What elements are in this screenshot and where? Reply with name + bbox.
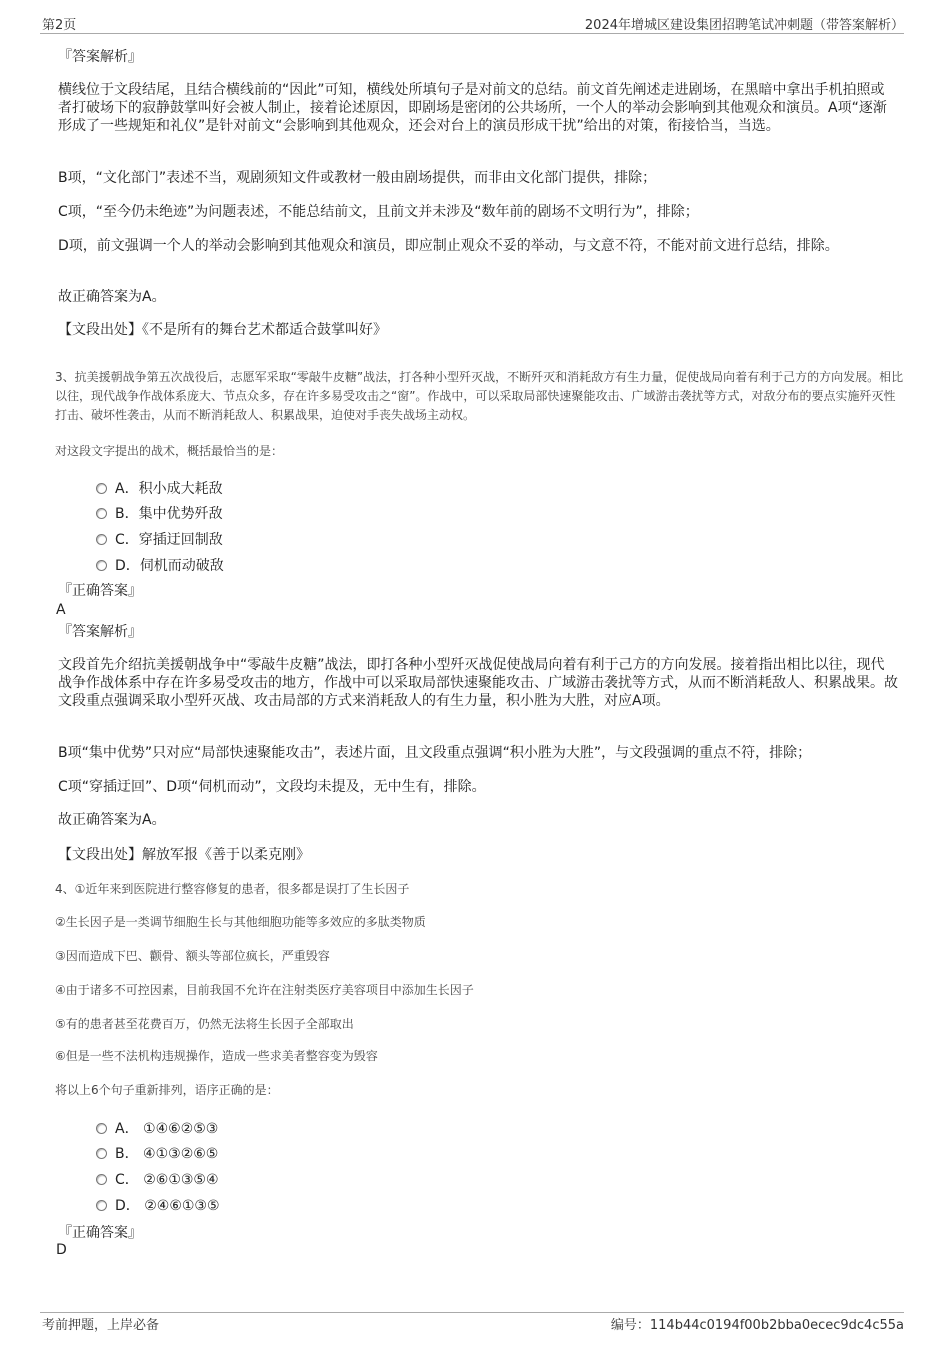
option-d[interactable] [96,555,224,575]
sentence-4: ④由于诸多不可控因素，目前我国不允许在注射类医疗美容项目中添加生长因子 [55,983,474,997]
footer-divider [40,1312,904,1313]
option-b[interactable] [96,1143,218,1163]
option-b-analysis: B项“集中优势”只对应“局部快速聚能攻击”，表述片面，且文段重点强调“积小胜为大胜”，与文段强调的重点不符，排除； [58,745,812,761]
radio-icon[interactable] [96,1148,107,1159]
option-c[interactable] [96,529,223,549]
analysis-label: 『答案解析』 [58,49,142,65]
option-cd-analysis: C项“穿插迂回”、D项“伺机而动”，文段均未提及，无中生有，排除。 [58,779,486,795]
option-label: B． ④①③②⑥⑤ [115,1146,219,1162]
header-divider [40,33,904,34]
conclusion: 故正确答案为A。 [58,812,166,828]
answer: D [56,1242,67,1258]
option-label: A． ①④⑥②⑤③ [115,1121,219,1137]
option-d-analysis: D项，前文强调一个人的举动会影响到其他观众和演员，即应制止观众不妥的举动，与文意不符，不能对前文进行总结，排除。 [58,238,839,254]
source: 【文段出处】解放军报《善于以柔克刚》 [58,847,310,863]
option-label: C．穿插迂回制敌 [115,532,223,548]
source: 【文段出处】《不是所有的舞台艺术都适合鼓掌叫好》 [58,322,387,338]
footer-slogan: 考前押题，上岸必备 [42,1318,160,1333]
sentence-5: ⑤有的患者甚至花费百万，仍然无法将生长因子全部取出 [55,1017,354,1031]
sentence-1: 4、①近年来到医院进行整容修复的患者，很多都是误打了生长因子 [55,882,410,896]
sentence-6: ⑥但是一些不法机构违规操作，造成一些求美者整容变为毁容 [55,1049,378,1063]
radio-icon[interactable] [96,534,107,545]
conclusion: 故正确答案为A。 [58,289,166,305]
option-a[interactable] [96,1118,218,1138]
page-number: 第2页 [42,18,77,33]
radio-icon[interactable] [96,560,107,571]
answer-label: 『正确答案』 [58,1225,142,1241]
answer-label: 『正确答案』 [58,583,142,599]
radio-icon[interactable] [96,1174,107,1185]
radio-icon[interactable] [96,508,107,519]
document-id: 编号：114b44c0194f00b2bba0ecec9dc4c55a [610,1318,904,1333]
option-label: D．伺机而动破敌 [115,558,224,574]
option-b-analysis: B项，“文化部门”表述不当，观剧须知文件或教材一般由剧场提供，而非由文化部门提供，排除； [58,170,657,186]
option-label: B．集中优势歼敌 [115,506,223,522]
radio-icon[interactable] [96,1200,107,1211]
analysis-text: 文段首先介绍抗美援朝战争中“零敲牛皮糖”战法，即打各种小型歼灭战促使战局向着有利于己方的方向发展。接着指出相比以往，现代战争作战体系中存在许多易受攻击的地方，作战中可以采取局部快速聚能攻击、广域游击袭扰等方式，从而不断消耗敌人、积累战果。故文段重点强调采取小型歼灭战、攻击局部的方式来消耗敌人的有生力量，积小胜为大胜，对应A项。 [58,657,898,709]
radio-icon[interactable] [96,483,107,494]
sentence-3: ③因而造成下巴、颧骨、额头等部位疯长，严重毁容 [55,949,330,963]
option-label: A．积小成大耗敌 [115,481,223,497]
option-a[interactable] [96,478,223,498]
question-4-prompt: 将以上6个句子重新排列，语序正确的是： [55,1083,279,1097]
question-3-prompt: 对这段文字提出的战术，概括最恰当的是： [55,444,284,458]
option-c[interactable] [96,1169,219,1189]
analysis-label: 『答案解析』 [58,624,142,640]
analysis-text: 横线位于文段结尾，且结合横线前的“因此”可知，横线处所填句子是对前文的总结。前文首先阐述走进剧场，在黑暗中拿出手机拍照或者打破场下的寂静鼓掌叫好会被人制止，接着论述原因，即剧场是密闭的公共场所，一个人的举动会影响到其他观众和演员。A项“逐渐形成了一些规矩和礼仪”是针对前文“会影响到其他观众，还会对台上的演员形成干扰”给出的对策，衔接恰当，当选。 [58,82,887,134]
sentence-2: ②生长因子是一类调节细胞生长与其他细胞功能等多效应的多肽类物质 [55,915,426,929]
document-title: 2024年增城区建设集团招聘笔试冲刺题（带答案解析） [584,18,904,33]
question-3-stem: 3、抗美援朝战争第五次战役后，志愿军采取“零敲牛皮糖”战法，打各种小型歼灭战，不断歼灭和消耗敌方有生力量，促使战局向着有利于己方的方向发展。相比以往，现代战争作战体系庞大、节点众多，存在许多易受攻击之“窗”。作战中，可以采取局部快速聚能攻击、广域游击袭扰等方式，对敌分布的要点实施歼灭性打击、破坏性袭击，从而不断消耗敌人、积累战果，迫使对手丧失战场主动权。 [55,370,904,422]
option-c-analysis: C项，“至今仍未绝迹”为问题表述，不能总结前文，且前文并未涉及“数年前的剧场不文明行为”，排除； [58,204,699,220]
option-label: C． ②⑥①③⑤④ [115,1172,219,1188]
option-d[interactable] [96,1195,220,1215]
answer: A [56,602,66,618]
option-label: D． ②④⑥①③⑤ [115,1198,220,1214]
radio-icon[interactable] [96,1123,107,1134]
option-b[interactable] [96,503,223,523]
